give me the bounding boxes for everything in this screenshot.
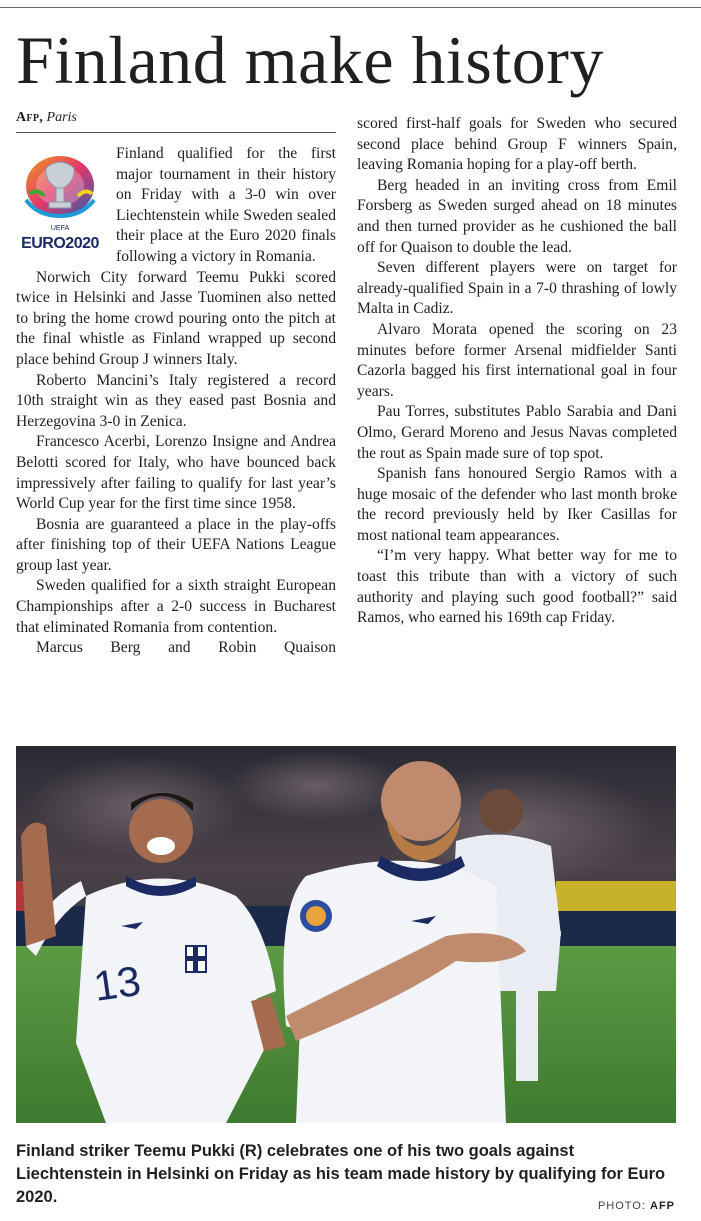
article-column-2: [357, 114, 677, 629]
headline: Finland make history: [16, 22, 604, 98]
paragraph: scored first-half goals for Sweden who secured second place behind Group F winners Spain, leaving Romania hoping for a play-off berth.: [357, 115, 677, 174]
photo-caption: Finland striker Teemu Pukki (R) celebrates one of his two goals against Liechtenstein in Helsinki on Friday as his team made history by qualifying for Euro 2020.: [16, 1142, 666, 1206]
paragraph: Roberto Mancini’s Italy registered a record 10th straight win as they eased past Bosnia and Herzegovina 3-0 in Zenica.: [16, 371, 336, 430]
paragraph: “I’m very happy. What better way for me to toast this tribute than with a victory of such authority and playing such good football?” said Ramos, who earned his 169th cap Friday.: [357, 547, 677, 627]
top-rule: [0, 7, 701, 8]
paragraph: Spanish fans honoured Sergio Ramos with a huge mosaic of the defender who last month broke the record previously held by Iker Casillas for most national team appearances.: [357, 465, 677, 544]
paragraph: Norwich City forward Teemu Pukki scored twice in Helsinki and Jasse Tuominen also netted to bring the home crowd pouring onto the pitch at the final whistle as Finland wrapped up second place behind Group J winners Italy.: [16, 268, 336, 368]
article-column-1: [16, 144, 336, 659]
paragraph: Alvaro Morata opened the scoring on 23 minutes before former Arsenal midfielder Santi Cazorla bagged his first international goal in four years.: [357, 320, 677, 400]
logo-small-text: UEFA: [50, 225, 70, 232]
byline-agency: Afp,: [16, 110, 44, 125]
logo-text: EURO2020: [21, 235, 99, 252]
photo-credit-label: PHOTO:: [597, 1200, 646, 1212]
jersey-number: 13: [90, 956, 144, 1010]
byline-rule: [16, 132, 336, 133]
photo-credit: [598, 1200, 675, 1212]
paragraph: Sweden qualified for a sixth straight European Championships after a 2-0 success in Bucharest that eliminated Romania from contention.: [16, 577, 336, 636]
photo-credit-source: AFP: [650, 1200, 675, 1212]
paragraph: Finland qualified for the first major tournament in their history on Friday with a 3-0 win over Liechtenstein while Sweden sealed their place at the Euro 2020 finals following a victory in Romania.: [116, 145, 336, 265]
paragraph: Seven different players were on target for already-qualified Spain in a 7-0 thrashing of lowly Malta in Cadiz.: [357, 259, 677, 318]
news-photo: [16, 746, 676, 1123]
byline-dateline: Paris: [46, 110, 77, 125]
euro-2020-trophy-logo-icon: [16, 150, 108, 258]
paragraph: Francesco Acerbi, Lorenzo Insigne and Andrea Belotti scored for Italy, who have bounced back impressively after failing to qualify for last year’s World Cup year for the first time since 1958.: [16, 433, 336, 513]
paragraph: Bosnia are guaranteed a place in the play-offs after finishing top of their UEFA Nations League group last year.: [16, 515, 336, 574]
paragraph: Marcus Berg and Robin Quaison: [36, 639, 336, 657]
football-celebration-photo: [16, 746, 676, 1123]
paragraph: Berg headed in an inviting cross from Emil Forsberg as Sweden surged ahead on 18 minutes and then turned provider as he cushioned the ball off for Quaison to double the lead.: [357, 176, 677, 256]
paragraph: Pau Torres, substitutes Pablo Sarabia and Dani Olmo, Gerard Moreno and Jesus Navas completed the rout as Spain made sure of top spot.: [357, 403, 677, 462]
byline: [16, 108, 77, 128]
